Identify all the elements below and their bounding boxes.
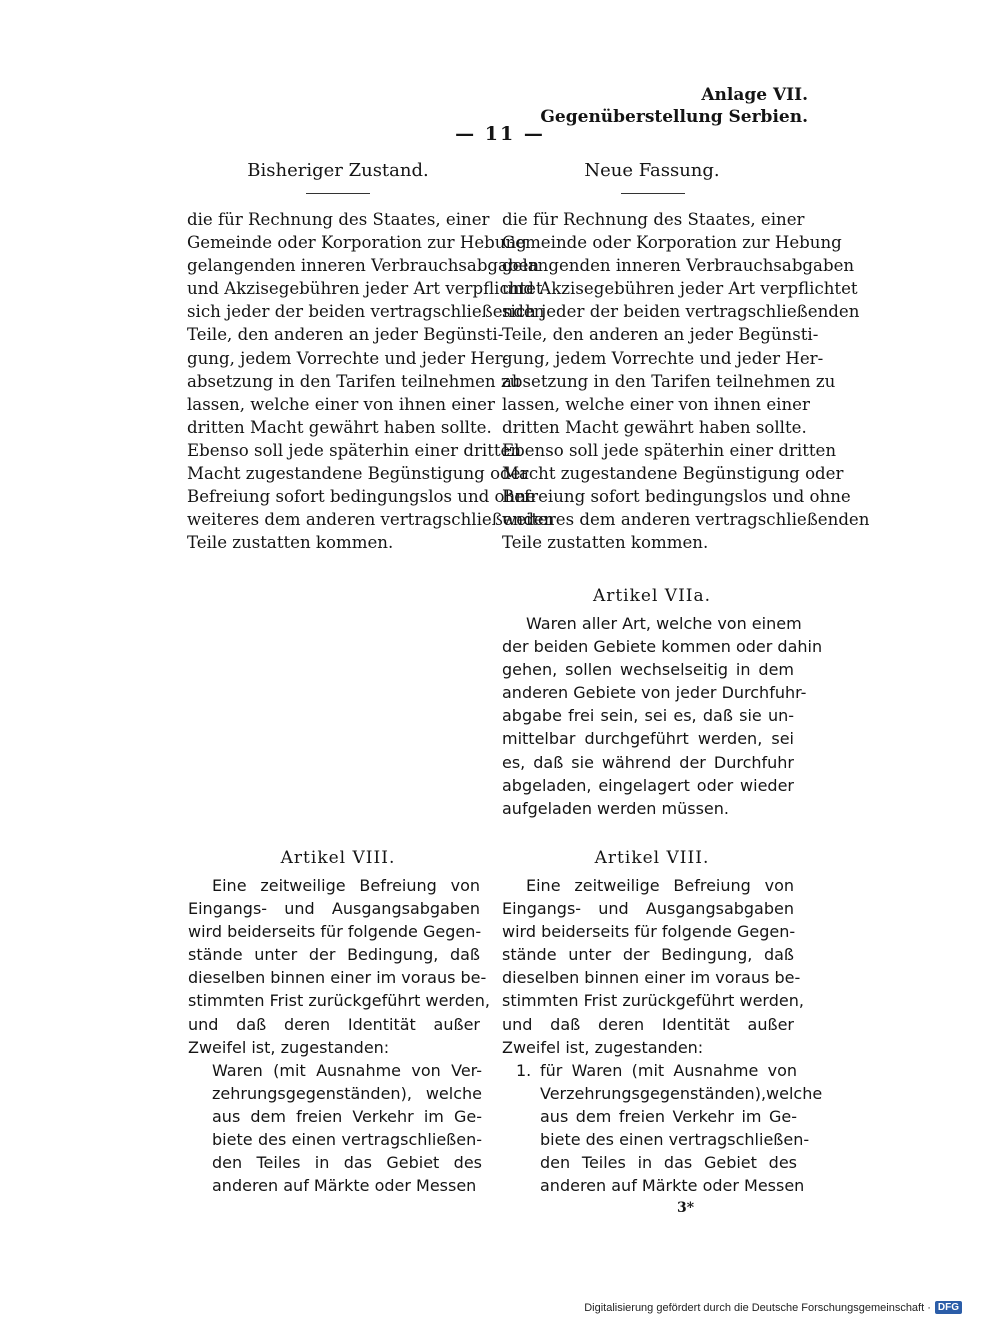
text-line: stände unter der Bedingung, daß <box>502 945 794 965</box>
text-line: anderen Gebiete von jeder Durchfuhr- <box>502 683 807 703</box>
dfg-logo: DFG <box>935 1301 962 1314</box>
text-line: sich jeder der beiden vertragschließenden <box>187 302 545 322</box>
article-8-right-item-number: 1. <box>516 1061 532 1080</box>
text-line: Eingangs- und Ausgangsabgaben <box>502 899 794 919</box>
article-8-right-title: Artikel VIII. <box>594 848 710 868</box>
left-paragraph <box>187 208 555 554</box>
text-line: Gemeinde oder Korporation zur Hebung <box>187 233 527 253</box>
text-line: Eine zeitweilige Befreiung von <box>526 876 794 895</box>
left-heading-rule <box>306 193 370 194</box>
text-line: Macht zugestandene Begünstigung oder <box>187 464 529 484</box>
text-line: Ebenso soll jede späterhin einer dritten <box>187 440 522 460</box>
text-line: die für Rechnung des Staates, einer <box>502 210 805 229</box>
right-heading-rule <box>621 193 685 194</box>
text-line: biete des einen vertragschließen- <box>540 1130 810 1150</box>
left-column-heading: Bisheriger Zustand. <box>247 160 429 181</box>
article-7a-title: Artikel VIIa. <box>592 586 712 606</box>
text-line: dritten Macht gewährt haben sollte. <box>502 417 807 437</box>
article-8-left-title: Artikel VIII. <box>280 848 396 868</box>
text-line: den Teiles in das Gebiet des <box>540 1153 797 1173</box>
text-line: aus dem freien Verkehr im Ge- <box>540 1107 797 1127</box>
article-8-left-text <box>188 874 490 1059</box>
text-line: Verzehrungsgegenständen),welche <box>540 1084 823 1104</box>
text-line: den Teiles in das Gebiet des <box>212 1153 482 1173</box>
text-line: sich jeder der beiden vertragschließenden <box>502 302 860 322</box>
text-line: biete des einen vertragschließen- <box>212 1130 482 1150</box>
text-line: die für Rechnung des Staates, einer <box>187 210 490 229</box>
text-line: gelangenden inneren Verbrauchsabgaben <box>502 256 855 276</box>
text-line: Waren aller Art, welche von einem <box>526 614 802 633</box>
text-line: weiteres dem anderen vertragschließenden <box>187 510 555 530</box>
text-line: Eingangs- und Ausgangsabgaben <box>188 899 480 919</box>
text-line: gung, jedem Vorrechte und jeder Her- <box>187 348 509 368</box>
text-line: lassen, welche einer von ihnen einer <box>502 394 810 414</box>
text-line: mittelbar durchgeführt werden, sei <box>502 729 794 749</box>
text-line: Zweifel ist, zugestanden: <box>188 1037 390 1057</box>
text-line: lassen, welche einer von ihnen einer <box>187 394 495 414</box>
text-line: abgeladen, eingelagert oder wieder <box>502 775 794 795</box>
text-line: Teile zustatten kommen. <box>187 533 394 553</box>
text-line: der beiden Gebiete kommen oder dahin <box>502 637 823 657</box>
text-line: und Akzisegebühren jeder Art verpflichtet <box>502 279 858 299</box>
text-line: für Waren (mit Ausnahme von <box>540 1061 797 1080</box>
signature-mark: 3* <box>677 1200 695 1216</box>
text-line: aus dem freien Verkehr im Ge- <box>212 1107 482 1127</box>
text-line: dieselben binnen einer im voraus be- <box>502 968 801 988</box>
text-line: Macht zugestandene Begünstigung oder <box>502 464 844 484</box>
article-7a-text <box>502 612 823 820</box>
text-line: aufgeladen werden müssen. <box>502 798 729 818</box>
text-line: und daß deren Identität außer <box>188 1014 480 1034</box>
text-line: Eine zeitweilige Befreiung von <box>212 876 480 895</box>
text-line: Gemeinde oder Korporation zur Hebung <box>502 233 842 253</box>
text-line: absetzung in den Tarifen teilnehmen zu <box>187 371 521 391</box>
text-line: absetzung in den Tarifen teilnehmen zu <box>502 371 836 391</box>
annex-subtitle: Gegenüberstellung Serbien. <box>540 107 808 127</box>
text-line: abgabe frei sein, sei es, daß sie un- <box>502 706 794 726</box>
right-column-heading: Neue Fassung. <box>584 160 720 181</box>
annex-label: Anlage VII. <box>701 85 808 105</box>
text-line: stimmten Frist zurückgeführt werden, <box>502 991 804 1011</box>
text-line: zehrungsgegenständen), welche <box>212 1084 482 1104</box>
text-line: Teile, den anderen an jeder Begünsti- <box>187 325 504 345</box>
text-line: es, daß sie während der Durchfuhr <box>502 752 794 772</box>
text-line: Zweifel ist, zugestanden: <box>502 1037 704 1057</box>
text-line: Teile zustatten kommen. <box>502 533 709 553</box>
text-line: weiteres dem anderen vertragschließenden <box>502 510 870 530</box>
text-line: anderen auf Märkte oder Messen <box>212 1176 477 1196</box>
text-line: Ebenso soll jede späterhin einer dritten <box>502 440 837 460</box>
text-line: dritten Macht gewährt haben sollte. <box>187 417 492 437</box>
text-line: und Akzisegebühren jeder Art verpflichtet <box>187 279 543 299</box>
article-8-right-text <box>502 874 804 1059</box>
text-line: anderen auf Märkte oder Messen <box>540 1176 805 1196</box>
right-paragraph <box>502 208 870 554</box>
text-line: Befreiung sofort bedingungslos und ohne <box>502 487 851 507</box>
text-line: gelangenden inneren Verbrauchsabgaben <box>187 256 540 276</box>
text-line: Waren (mit Ausnahme von Ver- <box>212 1061 482 1080</box>
text-line: Teile, den anderen an jeder Begünsti- <box>502 325 819 345</box>
text-line: stimmten Frist zurückgeführt werden, <box>188 991 490 1011</box>
text-line: gehen, sollen wechselseitig in dem <box>502 660 794 680</box>
text-line: wird beiderseits für folgende Gegen- <box>502 922 796 942</box>
article-8-right-item <box>540 1059 823 1198</box>
text-line: stände unter der Bedingung, daß <box>188 945 480 965</box>
text-line: wird beiderseits für folgende Gegen- <box>188 922 482 942</box>
text-line: gung, jedem Vorrechte und jeder Her- <box>502 348 824 368</box>
page-number: — 11 — <box>455 123 545 145</box>
text-line: dieselben binnen einer im voraus be- <box>188 968 487 988</box>
footer-credit: Digitalisierung gefördert durch die Deutsche Forschungsgemeinschaft · <box>584 1301 931 1314</box>
text-line: Befreiung sofort bedingungslos und ohne <box>187 487 536 507</box>
article-8-left-item <box>212 1059 482 1198</box>
digitization-footer <box>584 1301 962 1314</box>
annex-header <box>540 84 808 128</box>
text-line: und daß deren Identität außer <box>502 1014 794 1034</box>
